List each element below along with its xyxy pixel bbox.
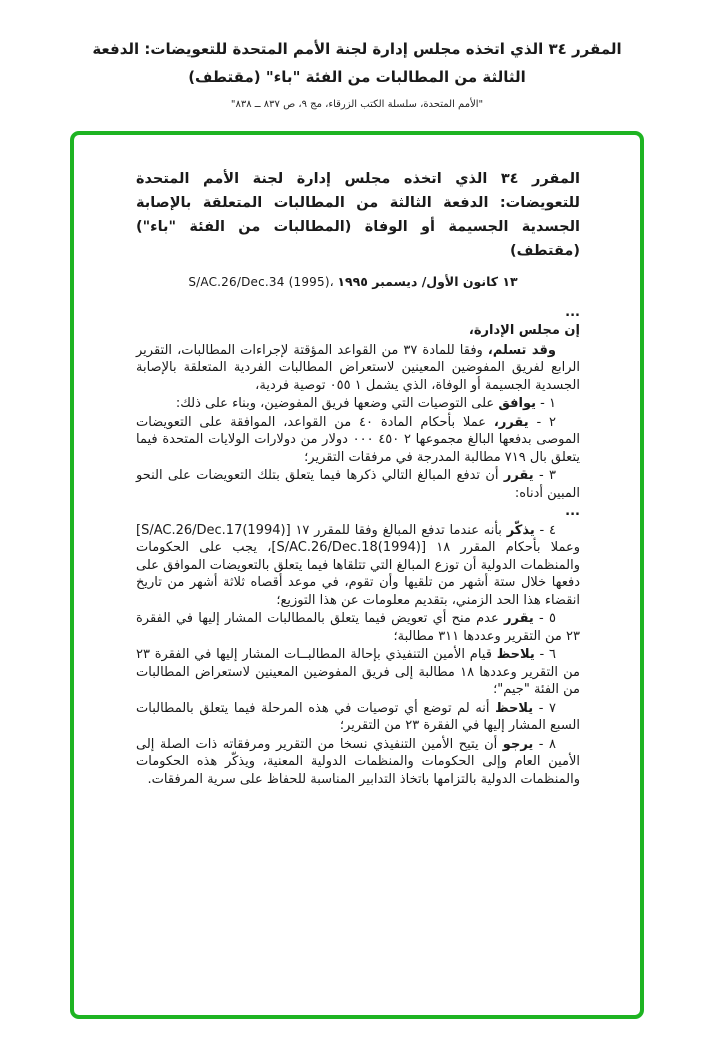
operative-paragraph-8	[136, 736, 580, 789]
page-header	[0, 0, 714, 110]
header-source-note: "الأمم المتحدة، سلسلة الكتب الزرقاء، مج ٩، ص ٨٣٧ ــ ٨٣٨"	[230, 98, 484, 110]
paragraph-text: قيام الأمين التنفيذي بإحالة المطالبــات المشار إليها في الفقرة ٢٣ من التقرير وعددها ١٨ مطالبة إلى فريق المفوضين المعينين لاستعراض المطالبات من الفئة "جيم"؛	[136, 647, 580, 697]
paragraph-lead: يقرر،	[493, 414, 529, 430]
paragraph-number: ٤ -	[534, 522, 556, 538]
paragraph-lead: يلاحظ	[496, 647, 535, 662]
decision-title: المقرر ٣٤ الذي اتخذه مجلس إدارة لجنة الأمم المتحدة للتعويضات: الدفعة الثالثة من المطالبات المتعلقة بالإصابة الجسدية الجسيمة أو الوفاة (المطالبات من الفئة "باء") (مقتطف)	[136, 171, 580, 259]
document-date: ١٣ كانون الأول/ ديسمبر ١٩٩٥	[337, 274, 518, 289]
preamble-paragraph	[136, 342, 580, 395]
document-frame	[70, 131, 644, 1019]
operative-paragraph-4	[136, 522, 580, 610]
paragraph-text: على التوصيات التي وضعها فريق المفوضين، وبناء على ذلك:	[175, 396, 499, 411]
operative-paragraph-3	[136, 467, 580, 502]
preamble-text: وفقا للمادة ٣٧ من القواعد المؤقتة لإجراءات المطالبات، التقرير الرابع لفريق المفوضين المعينين لاستعراض المطالبات الفردية المتعلقة بالإصابة الجسدية الجسيمة أو الوفاة، الذي يشمل ١ ٠٥٥ توصية فردية،	[136, 342, 580, 393]
paragraph-number: ٧ -	[533, 700, 556, 716]
paragraph-number: ٦ -	[534, 647, 556, 662]
header-title-line2: الثالثة من المطالبات من الفئة "باء" (مقتطف)	[188, 67, 526, 86]
paragraph-lead: يلاحظ	[495, 700, 534, 716]
document-body	[74, 135, 640, 788]
operative-paragraph-1	[136, 395, 580, 413]
operative-paragraph-2	[136, 414, 580, 467]
paragraph-lead: يذكّر	[506, 522, 535, 538]
preamble-lead: وقد تسلم،	[487, 342, 556, 358]
paragraph-text: أن يتيح الأمين التنفيذي نسخا من التقرير ومرفقاته ذات الصلة إلى الأمين العام وإلى الحكومات والمنظمات الدولية المعنية، ويذكّر هذه الحكومات والمنظمات الدولية بالتزامها باتخاذ التدابير المناسبة للحفاظ على سرية المرفقات.	[136, 736, 580, 787]
operative-paragraph-6	[136, 646, 580, 699]
paragraph-text: بأنه عندما تدفع المبالغ وفقا للمقرر ١٧ [⁦S/AC.26/Dec.17(1994)⁩] وعملا بأحكام المقرر ١٨ [⁦S/AC.26/Dec.18(1994)⁩]، يجب على الحكومات والمنظمات الدولية أن توزع المبالغ التي تتلقاها فيما يتعلق بالتعويضات الموافق على دفعها خلال ستة أشهر من تلقيها وأن تقوم، في موعد أقصاه ثلاثة أشهر من تاريخ انقضاء هذا الحد الزمني، بتقديم معلومات عن هذا التوزيع؛	[136, 522, 580, 608]
header-title-line1: المقرر ٣٤ الذي اتخذه مجلس إدارة لجنة الأمم المتحدة للتعويضات: الدفعة	[92, 40, 622, 58]
paragraph-number: ٣ -	[533, 468, 556, 483]
paragraph-lead: يوافق	[498, 396, 537, 411]
operative-paragraph-7	[136, 700, 580, 735]
paragraph-number: ١ -	[536, 396, 556, 411]
reference-line	[136, 273, 570, 292]
paragraph-text: عملا بأحكام المادة ٤٠ من القواعد، الموافقة على التعويضات الموصى بدفعها البالغ مجموعها ٢ ٤٥٠ ٠٠٠ دولار من دولارات الولايات المتحدة فيما يتعلق بال ٧١٩ مطالبة المدرجة في مرفقات التقرير؛	[136, 414, 580, 465]
paragraph-lead: يقرر	[504, 611, 534, 626]
paragraph-number: ٢ -	[528, 414, 556, 430]
paragraph-number: ٥ -	[533, 611, 556, 626]
paragraph-number: ٨ -	[533, 736, 557, 752]
paragraph-text: أنه لم توضع أي توصيات في هذه المرحلة فيما يتعلق بالمطالبات السبع المشار إليها في الفقرة ٢٣ من التقرير؛	[136, 700, 580, 733]
omission-ellipsis-middle: ...	[565, 504, 580, 519]
operative-paragraph-5	[136, 610, 580, 645]
salutation: إن مجلس الإدارة،	[468, 323, 580, 338]
paragraph-text: أن تدفع المبالغ التالي ذكرها فيما يتعلق بتلك التعويضات على النحو المبين أدناه:	[136, 468, 580, 501]
paragraph-text: عدم منح أي تعويض فيما يتعلق بالمطالبات المشار إليها في الفقرة ٢٣ من التقرير وعددها ٣١١ مطالبة؛	[136, 611, 580, 644]
paragraph-lead: يرجو	[502, 736, 534, 752]
paragraph-lead: يقرر	[503, 468, 534, 483]
document-symbol: S/AC.26/Dec.34 (1995)،	[188, 275, 334, 289]
omission-ellipsis-top: ...	[565, 304, 580, 320]
